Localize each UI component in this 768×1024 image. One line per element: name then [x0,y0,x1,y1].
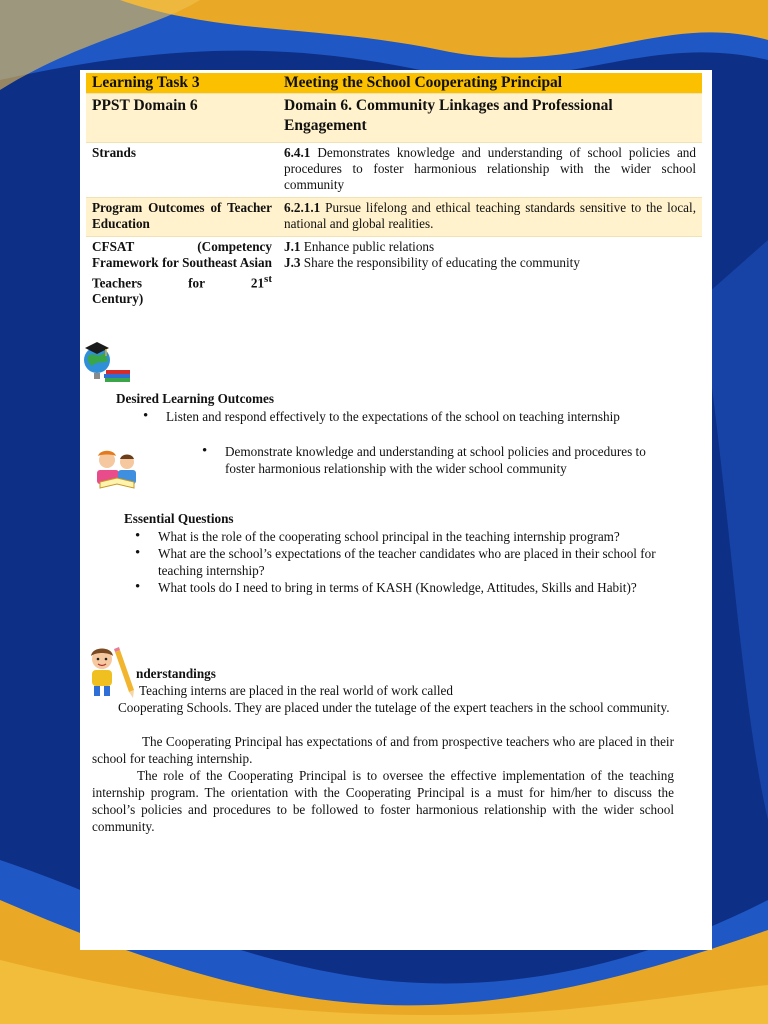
learning-task-table [86,73,702,311]
outcomes-list [143,408,643,425]
list-item: • What tools do I need to bring in terms of KASH (Knowledge, Attitudes, Skills and Habit)? [135,579,675,596]
strands-row [86,143,702,198]
document-page [80,70,712,950]
strands-code: 6.4.1 [284,145,311,160]
program-outcomes-row [86,198,702,237]
cfsat-item [284,255,696,271]
list-item: • Listen and respond effectively to the expectations of the school on teaching internship [143,408,643,425]
ppst-domain-label: PPST Domain 6 [86,94,278,143]
cfsat-label-sup: st [264,273,272,285]
cfsat-value [278,237,702,312]
cfsat-item-text: Share the responsibility of educating the community [300,255,580,270]
cfsat-label-text [92,239,272,291]
cfsat-item-code: J.3 [284,255,301,270]
table-header-row [86,73,702,94]
strands-text: Demonstrates knowledge and understanding of school policies and procedures to foster harmonious relationship with the wider school community [284,145,696,192]
child-with-pencil-icon [82,644,136,700]
understandings-paragraph: Cooperating Schools. They are placed under the tutelage of the expert teachers in the school community. [118,700,670,715]
globe-graduation-cap-icon [80,336,132,384]
understandings-line: Teaching interns are placed in the real world of work called [139,683,453,698]
program-outcomes-label: Program Outcomes of Teacher Education [86,198,278,237]
cfsat-item-text: Enhance public relations [300,239,435,254]
list-item: • What are the school’s expectations of the teacher candidates who are placed in their school for teaching internship? [135,545,675,579]
cfsat-item [284,239,696,255]
cfsat-label [86,237,278,312]
outcomes-sublist [202,443,652,477]
understandings-paragraph: The Cooperating Principal has expectations of and from prospective teachers who are placed in their school for teaching internship. [92,734,674,766]
program-outcomes-text: Pursue lifelong and ethical teaching standards sensitive to the local, national and global realities. [284,200,696,231]
essential-questions-title: Essential Questions [124,511,234,526]
cfsat-label-end: Century) [92,291,144,307]
cfsat-label-line: CFSAT (Competency Framework for Southeast Asian Teachers for 21 [92,239,272,291]
understandings-paragraph: The role of the Cooperating Principal is to oversee the effective implementation of the teaching internship program. The orientation with the Cooperating Principal is a must for him/her to discuss the school’s policies and procedures to be followed to foster harmonious relationship with the wider school community. [92,768,674,834]
learning-task-label: Learning Task 3 [86,73,278,94]
ppst-domain-row [86,94,702,143]
cfsat-item-code: J.1 [284,239,301,254]
understandings-title: nderstandings [136,666,216,681]
outcomes-title: Desired Learning Outcomes [116,391,274,406]
cfsat-row [86,237,702,312]
list-item: • What is the role of the cooperating school principal in the teaching internship program? [135,528,675,545]
strands-label: Strands [86,143,278,198]
strands-value [278,143,702,198]
ppst-domain-value: Domain 6. Community Linkages and Professional Engagement [278,94,702,143]
essential-questions-list [135,528,675,596]
list-item: • Demonstrate knowledge and understanding at school policies and procedures to foster harmonious relationship with the wider school community [202,443,652,477]
program-outcomes-code: 6.2.1.1 [284,200,321,215]
program-outcomes-value [278,198,702,237]
reading-children-icon [92,448,142,494]
learning-task-title: Meeting the School Cooperating Principal [278,73,702,94]
